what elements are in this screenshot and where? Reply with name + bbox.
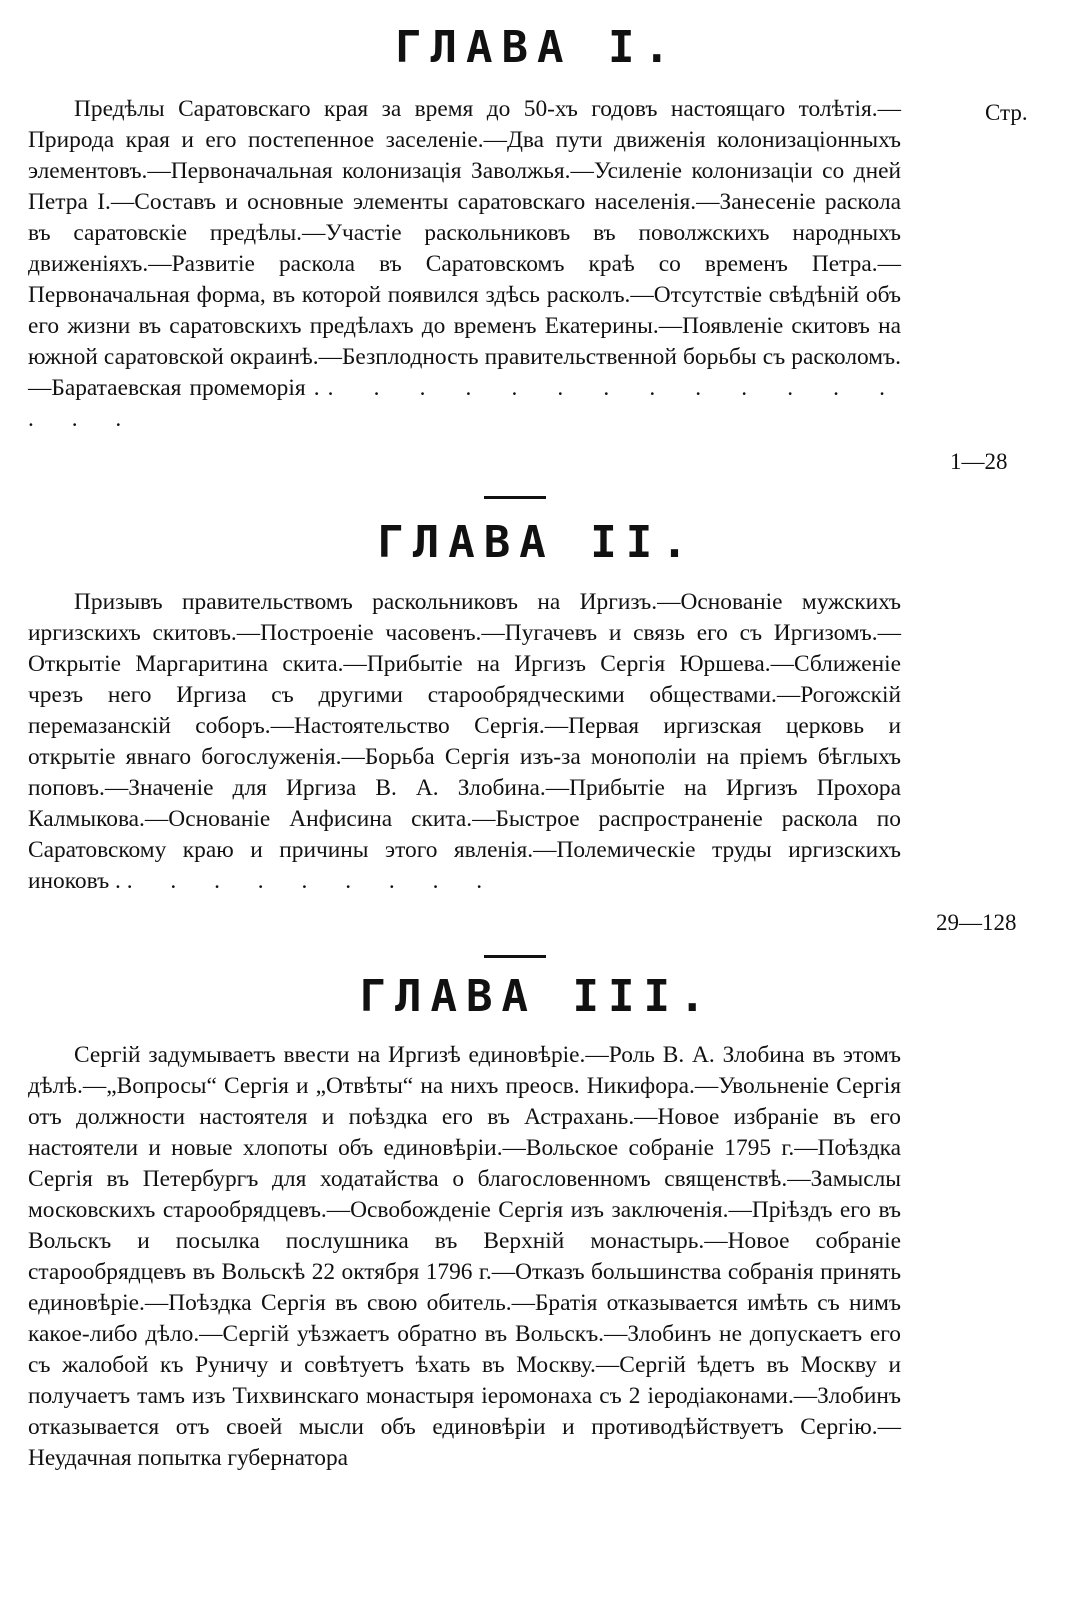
chapter-1-summary-text: Предѣлы Саратовскаго края за время до 50-хъ годовъ настоящаго толѣтія.—Природа края и его постепенное заселеніе.—Два пути движенія колонизаціонныхъ элементовъ.—Первоначальная колонизація Заволжья.—Усиленіе колонизаціи со дней Петра I.—Составъ и основные элементы саратовскаго населенія.—Занесеніе раскола въ саратовскіе предѣлы.—Участіе раскольниковъ въ поволжскихъ народныхъ движеніяхъ.—Развитіе раскола въ Саратовскомъ краѣ со временъ Петра.—Первоначальная форма, въ которой появился здѣсь расколъ.—Отсутствіе свѣдѣній объ его жизни въ саратовскихъ предѣлахъ до временъ Екатерины.—Появленіе скитовъ на южной саратовской окраинѣ.—Безплодность правительственной борьбы съ расколомъ.—Баратаевская промеморія . bbox=[28, 96, 901, 401]
chapter-2-page-range: 29—128 bbox=[936, 910, 1017, 935]
chapter-1-heading: ГЛАВА I. bbox=[395, 22, 679, 73]
chapter-1-page-range: 1—28 bbox=[950, 449, 1008, 474]
chapter-2-summary bbox=[28, 587, 901, 897]
chapter-2-leader-dots: . . . . . . . . . bbox=[126, 868, 499, 894]
page-column-label: Стр. bbox=[985, 100, 1028, 125]
chapter-separator-2 bbox=[484, 955, 546, 958]
chapter-3-summary-text: Сергій задумываетъ ввести на Иргизѣ единовѣріе.—Роль В. А. Злобина въ этомъ дѣлѣ.—„Вопросы“ Сергія и „Отвѣты“ на нихъ преосв. Никифора.—Увольненіе Сергія отъ должности настоятеля и поѣздка его въ Астрахань.—Новое избраніе въ его настоятели и новые хлопоты объ единовѣріи.—Вольское собраніе 1795 г.—Поѣздка Сергія въ Петербургъ для ходатайства о благословенномъ священствѣ.—Замыслы московскихъ старообрядцевъ.—Освобожденіе Сергія изъ заключенія.—Пріѣздъ его въ Вольскъ и посылка послушника въ Верхній монастырь.—Новое собраніе старообрядцевъ въ Вольскѣ 22 октября 1796 г.—Отказъ большинства собранія принять единовѣріе.—Поѣздка Сергія въ свою обитель.—Братія отказывается имѣть съ нимъ какое-либо дѣло.—Сергій уѣзжаетъ обратно въ Вольскъ.—Злобинъ не допускаетъ его съ жалобой къ Руничу и совѣтуетъ ѣхать въ Москву.—Сергій ѣдетъ въ Москву и получаетъ тамъ изъ Тихвинскаго монастыря іеромонаха съ 2 іеродіаконами.—Злобинъ отказывается отъ своей мысли объ единовѣріи и противодѣйствуетъ Сергію.—Неудачная попытка губернатора bbox=[28, 1042, 901, 1471]
chapter-3-heading: ГЛАВА III. bbox=[359, 971, 715, 1022]
chapter-1-summary bbox=[28, 94, 901, 435]
chapter-separator-1 bbox=[484, 496, 546, 499]
chapter-2-heading: ГЛАВА II. bbox=[377, 517, 697, 568]
chapter-2-summary-text: Призывъ правительствомъ раскольниковъ на Иргизъ.—Основаніе мужскихъ иргизскихъ скитовъ.—Построеніе часовенъ.—Пугачевъ и связь его съ Иргизомъ.—Открытіе Маргаритина скита.—Прибытіе на Иргизъ Сергія Юршева.—Сближеніе чрезъ него Иргиза съ другими старообрядческими обществами.—Рогожскій перемазанскій соборъ.—Настоятельство Сергія.—Первая иргизская церковь и открытіе явнаго богослуженія.—Борьба Сергія изъ-за монополіи на пріемъ бѣглыхъ поповъ.—Значеніе для Иргиза В. А. Злобина.—Прибытіе на Иргизъ Прохора Калмыкова.—Основаніе Анфисина скита.—Быстрое распространеніе раскола по Саратовскому краю и причины этого явленія.—Полемическіе труды иргизскихъ иноковъ . bbox=[28, 589, 901, 894]
chapter-3-summary bbox=[28, 1040, 901, 1474]
chapter-1-leader-dots: . . . . . . . . . . . . . . . . bbox=[28, 375, 901, 432]
